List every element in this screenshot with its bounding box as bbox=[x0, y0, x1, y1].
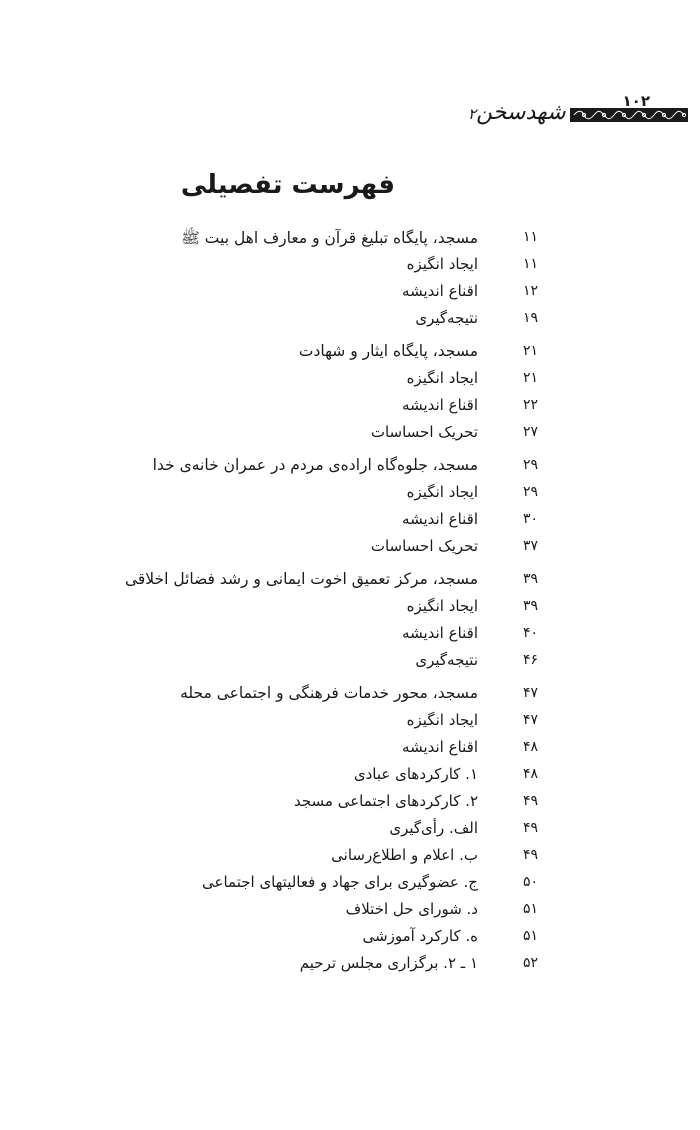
toc-page-number: ۴۷ bbox=[522, 685, 538, 701]
toc-subsection-row[interactable] bbox=[0, 307, 700, 334]
toc-page-number: ۲۹ bbox=[522, 457, 538, 473]
toc-subsection-row[interactable] bbox=[0, 367, 700, 394]
book-title-text: شهدسخن bbox=[476, 100, 566, 125]
toc-entry-title: مسجد، پایگاه ایثار و شهادت bbox=[298, 342, 478, 360]
toc-subsection-row[interactable] bbox=[0, 871, 700, 898]
toc-entry-title: اقناع اندیشه bbox=[402, 282, 478, 300]
toc-entry-title: مسجد، جلوه‌گاه اراده‌ی مردم در عمران خانه‌ی خدا bbox=[152, 456, 478, 474]
toc-subsection-row[interactable] bbox=[0, 394, 700, 421]
toc-entry-title: مسجد، پایگاه تبلیغ قرآن و معارف اهل بیت ﷺ bbox=[181, 229, 478, 247]
ornament-band-icon bbox=[570, 108, 688, 122]
toc-entry-title: نتیجه‌گیری bbox=[415, 651, 478, 669]
toc-page-number: ۵۰ bbox=[522, 874, 538, 890]
toc-entry-title: د. شورای حل اختلاف bbox=[345, 900, 478, 918]
page-header bbox=[0, 92, 700, 142]
toc-chapter-row[interactable] bbox=[0, 568, 700, 595]
toc-subsection-row[interactable] bbox=[0, 952, 700, 979]
toc-page-number: ۲۱ bbox=[522, 343, 538, 359]
toc-subsection-row[interactable] bbox=[0, 649, 700, 676]
toc-entry-title: نتیجه‌گیری bbox=[415, 309, 478, 327]
toc-chapter-row[interactable] bbox=[0, 226, 700, 253]
toc-subsection-row[interactable] bbox=[0, 535, 700, 562]
toc-entry-title: ۱. کارکردهای عبادی bbox=[353, 765, 478, 783]
toc-page-number: ۴۹ bbox=[522, 793, 538, 809]
toc-page-number: ۲۲ bbox=[522, 397, 538, 413]
toc-page-number: ۲۷ bbox=[522, 424, 538, 440]
toc-page-number: ۱۱ bbox=[522, 256, 538, 272]
toc-entry-title: اقناع اندیشه bbox=[402, 396, 478, 414]
toc-page-number: ۵۱ bbox=[522, 928, 538, 944]
toc-entry-title: ایجاد انگیزه bbox=[406, 597, 478, 615]
toc-section bbox=[0, 682, 700, 979]
toc-page-number: ۴۸ bbox=[522, 739, 538, 755]
toc-subsection-row[interactable] bbox=[0, 925, 700, 952]
toc-entry-title: ه. کارکرد آموزشی bbox=[362, 927, 478, 945]
toc-chapter-row[interactable] bbox=[0, 340, 700, 367]
toc-entry-title: ب. اعلام و اطلاع‌رسانی bbox=[331, 846, 478, 864]
toc-entry-title: ۲. کارکردهای اجتماعی مسجد bbox=[293, 792, 478, 810]
toc-subsection-row[interactable] bbox=[0, 898, 700, 925]
toc-entry-title: تحریک احساسات bbox=[370, 423, 478, 441]
toc-entry-title: ایجاد انگیزه bbox=[406, 711, 478, 729]
toc-subsection-row[interactable] bbox=[0, 253, 700, 280]
toc-entry-title: الف. رأی‌گیری bbox=[389, 819, 478, 837]
toc-subsection-row[interactable] bbox=[0, 421, 700, 448]
toc-subsection-row[interactable] bbox=[0, 790, 700, 817]
toc-page-number: ۳۹ bbox=[522, 571, 538, 587]
table-of-contents bbox=[0, 226, 700, 985]
toc-page-number: ۱۱ bbox=[522, 229, 538, 245]
toc-section bbox=[0, 568, 700, 676]
toc-page-number: ۴۸ bbox=[522, 766, 538, 782]
toc-page-number: ۴۹ bbox=[522, 820, 538, 836]
toc-entry-title: ایجاد انگیزه bbox=[406, 483, 478, 501]
toc-page-number: ۲۱ bbox=[522, 370, 538, 386]
toc-page-number: ۲۹ bbox=[522, 484, 538, 500]
toc-page-number: ۴۶ bbox=[522, 652, 538, 668]
toc-entry-title: مسجد، محور خدمات فرهنگی و اجتماعی محله bbox=[180, 684, 478, 702]
toc-page-number: ۳۷ bbox=[522, 538, 538, 554]
toc-subsection-row[interactable] bbox=[0, 508, 700, 535]
toc-subsection-row[interactable] bbox=[0, 736, 700, 763]
toc-subsection-row[interactable] bbox=[0, 595, 700, 622]
toc-page-number: ۱۲ bbox=[522, 283, 538, 299]
toc-subsection-row[interactable] bbox=[0, 817, 700, 844]
toc-page-number: ۱۹ bbox=[522, 310, 538, 326]
toc-entry-title: اقناع اندیشه bbox=[402, 624, 478, 642]
toc-entry-title: اقناع اندیشه bbox=[402, 510, 478, 528]
toc-entry-title: ج. عضوگیری برای جهاد و فعالیتهای اجتماعی bbox=[202, 873, 478, 891]
toc-subsection-row[interactable] bbox=[0, 481, 700, 508]
toc-chapter-row[interactable] bbox=[0, 682, 700, 709]
toc-section bbox=[0, 226, 700, 334]
toc-page-number: ۳۰ bbox=[522, 511, 538, 527]
toc-chapter-row[interactable] bbox=[0, 454, 700, 481]
toc-entry-title: ایجاد انگیزه bbox=[406, 255, 478, 273]
toc-entry-title: ایجاد انگیزه bbox=[406, 369, 478, 387]
toc-page-number: ۳۹ bbox=[522, 598, 538, 614]
toc-page-number: ۴۹ bbox=[522, 847, 538, 863]
toc-page-number: ۴۰ bbox=[522, 625, 538, 641]
toc-section bbox=[0, 340, 700, 448]
toc-subsection-row[interactable] bbox=[0, 280, 700, 307]
toc-page-number: ۵۲ bbox=[522, 955, 538, 971]
toc-title: فهرست تفصیلی bbox=[180, 170, 395, 200]
toc-page-number: ۵۱ bbox=[522, 901, 538, 917]
toc-entry-title: ۱ ـ ۲. برگزاری مجلس ترحیم bbox=[299, 954, 478, 972]
toc-section bbox=[0, 454, 700, 562]
toc-entry-title: تحریک احساسات bbox=[370, 537, 478, 555]
book-title bbox=[468, 100, 566, 125]
book-volume: ۲ bbox=[468, 105, 477, 123]
toc-subsection-row[interactable] bbox=[0, 622, 700, 649]
toc-subsection-row[interactable] bbox=[0, 709, 700, 736]
toc-subsection-row[interactable] bbox=[0, 844, 700, 871]
toc-entry-title: اقناع اندیشه bbox=[402, 738, 478, 756]
toc-entry-title: مسجد، مرکز تعمیق اخوت ایمانی و رشد فضائل اخلاقی bbox=[124, 570, 478, 588]
toc-subsection-row[interactable] bbox=[0, 763, 700, 790]
toc-page-number: ۴۷ bbox=[522, 712, 538, 728]
page-number: ۱۰۲ bbox=[622, 92, 650, 110]
